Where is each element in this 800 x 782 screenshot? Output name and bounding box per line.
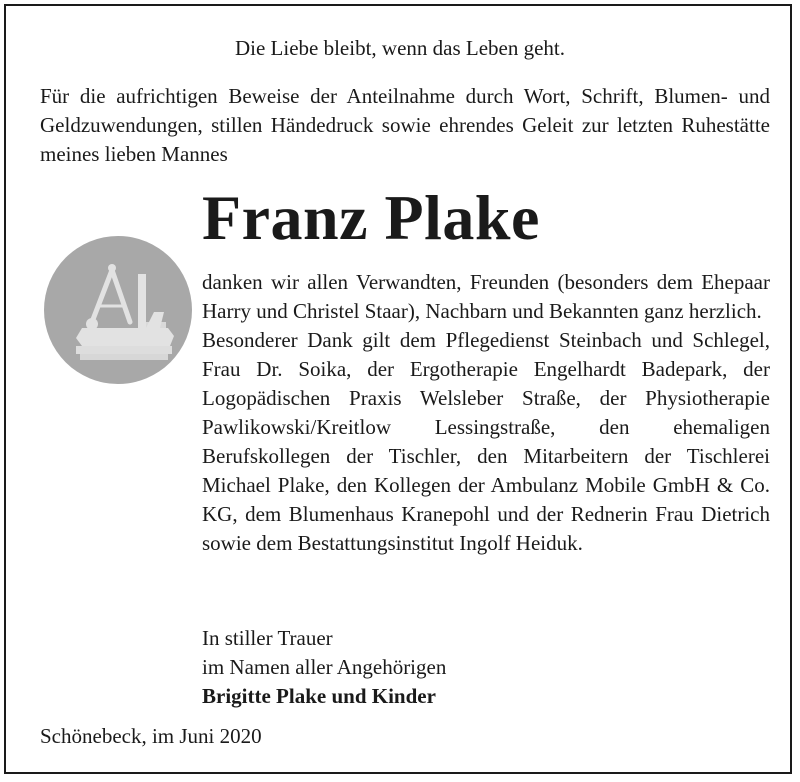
intro-paragraph: Für die aufrichtigen Beweise der Anteilnahme durch Wort, Schrift, Blumen- und Geldzuwendungen, stillen Händedruck sowie ehrendes Geleit zur letzten Ruhestätte meines lieben Mannes — [40, 84, 770, 166]
closing-line: In stiller Trauer — [202, 626, 333, 650]
thanks-paragraph: danken wir allen Verwandten, Freunden (besonders dem Ehepaar Harry und Christel Staar), Nachbarn und Bekannten ganz herzlich. — [202, 270, 770, 323]
closing-line: im Namen aller Angehörigen — [202, 655, 447, 679]
place-date: Schönebeck, im Juni 2020 — [40, 724, 262, 748]
carpenter-tools-emblem-icon — [42, 234, 194, 386]
thanks-paragraph: Besonderer Dank gilt dem Pflegedienst Steinbach und Schlegel, Frau Dr. Soika, der Ergotherapie Engelhardt Badepark, der Logopädischen Praxis Welsleber Straße, der Physiotherapie Pawlikowski/Kreitlow Lessingstraße, den ehemaligen Berufskollegen der Tischler, den Mitarbeitern der Tischlerei Michael Plake, den Kollegen der Ambulanz Mobile GmbH & Co. KG, dem Blumenhaus Kranepohl und der Rednerin Frau Dietrich sowie dem Bestattungsinstitut Ingolf Heiduk. — [202, 328, 770, 555]
closing-block — [202, 624, 446, 711]
motto: Die Liebe bleibt, wenn das Leben geht. — [234, 36, 566, 60]
deceased-name: Franz Plake — [202, 182, 540, 253]
thanks-text — [202, 268, 770, 558]
signer-name: Brigitte Plake und Kinder — [202, 684, 436, 708]
obituary-notice — [4, 4, 792, 774]
